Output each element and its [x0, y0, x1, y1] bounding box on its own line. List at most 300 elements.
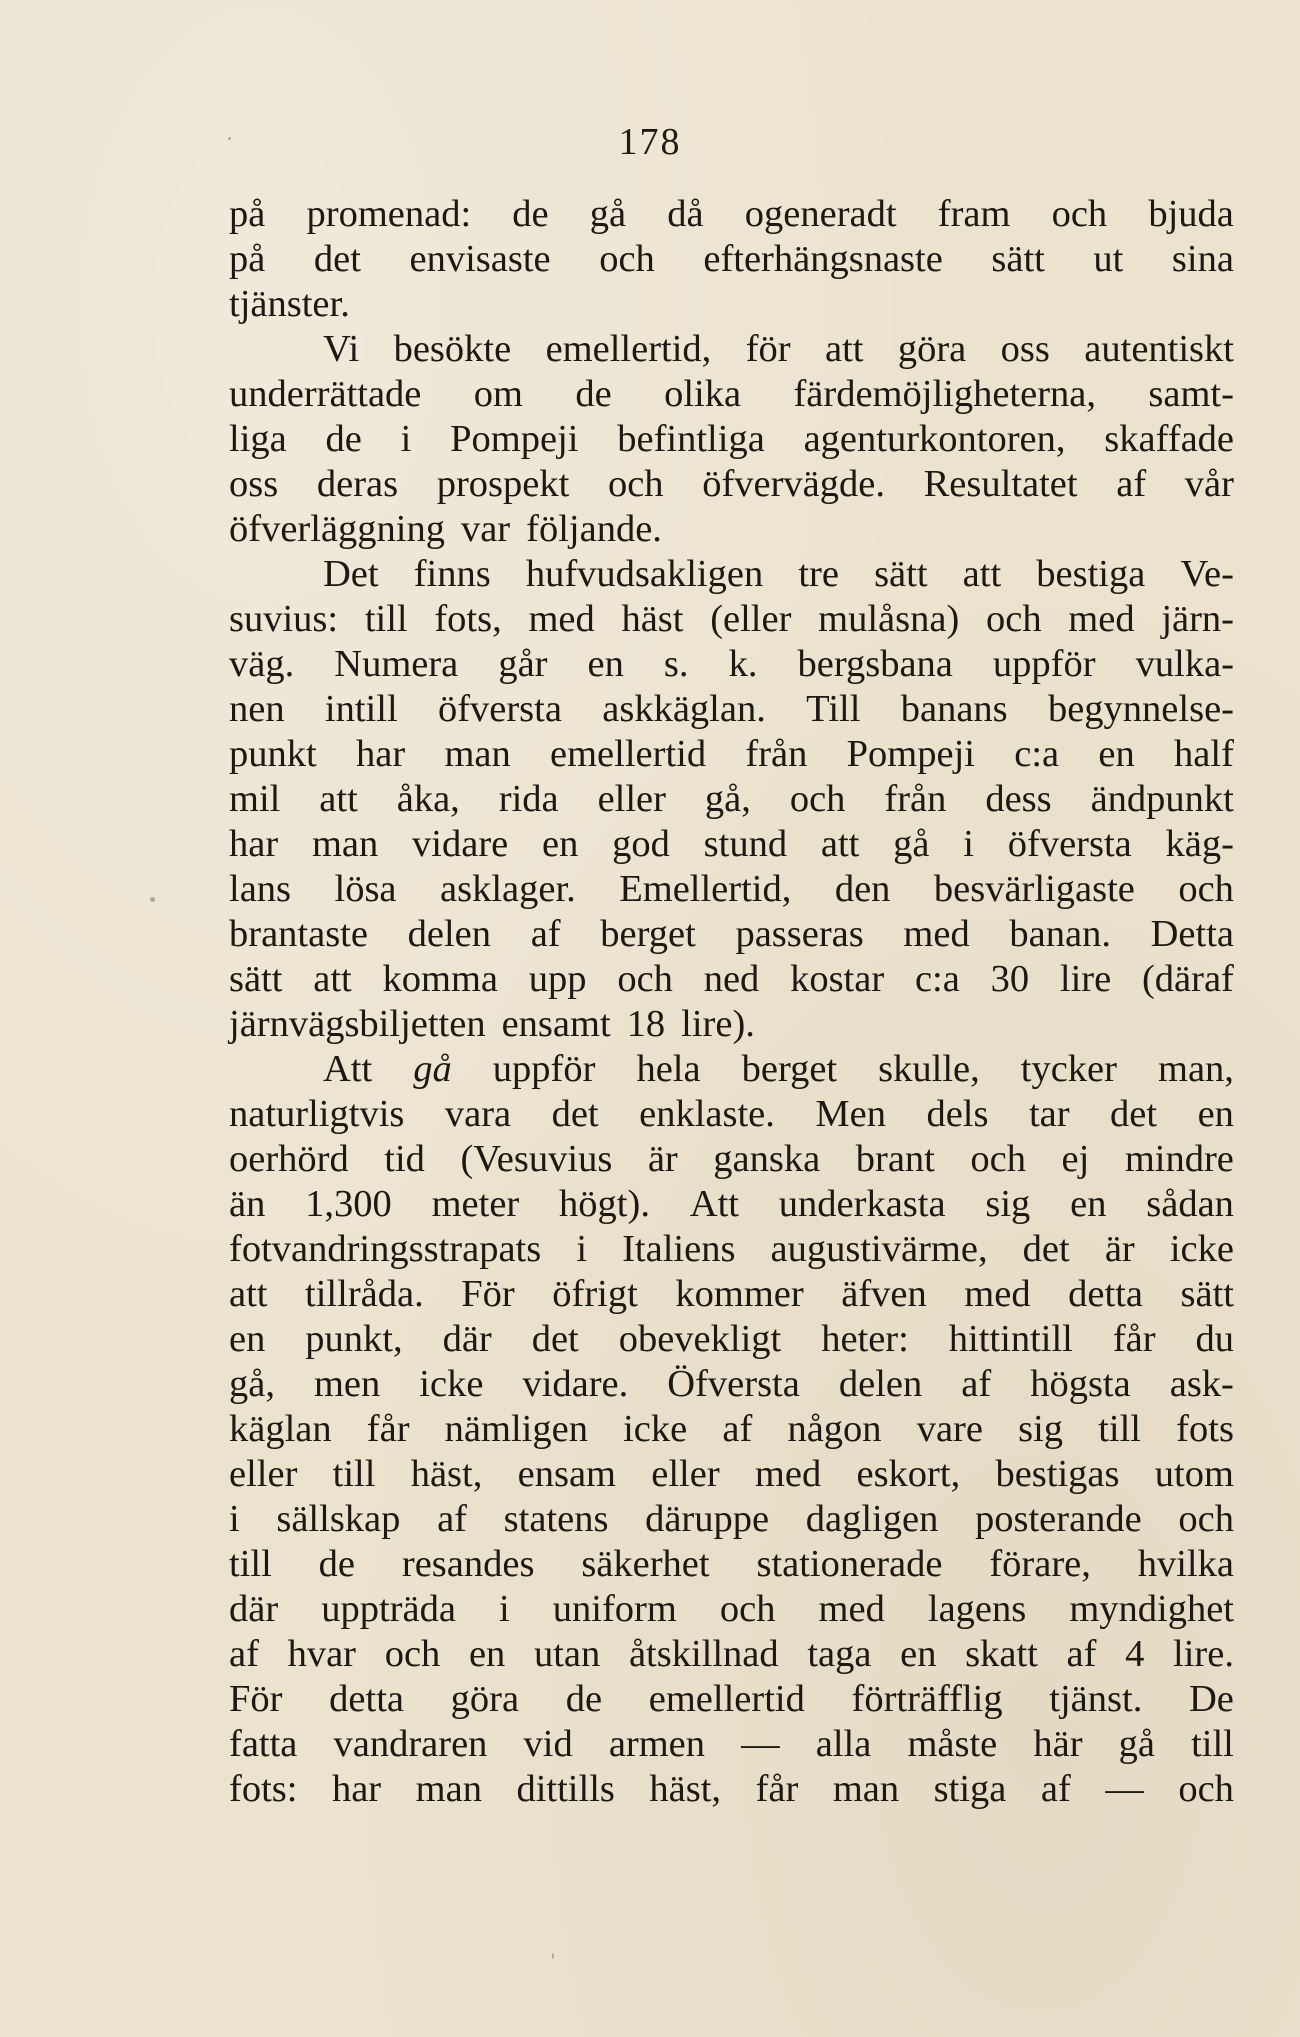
text-line: [229, 1632, 1234, 1677]
text-line: [229, 1722, 1234, 1767]
word: sällskap: [276, 1498, 401, 1540]
word: mindre: [1124, 1138, 1234, 1180]
word: till: [1191, 1723, 1234, 1765]
word: fots:: [229, 1768, 298, 1810]
word: det: [1110, 1093, 1158, 1135]
text-line: [229, 1362, 1234, 1407]
word: samt-: [1148, 373, 1234, 415]
word: förare,: [989, 1543, 1091, 1585]
word: dagligen: [805, 1498, 939, 1540]
word: underrättade: [229, 373, 422, 415]
word: punkt: [229, 733, 317, 775]
word: lösa: [334, 868, 397, 910]
word: de: [318, 1543, 356, 1585]
text-line: [229, 462, 1234, 507]
word: lans: [229, 868, 292, 910]
word: hvilka: [1137, 1543, 1234, 1585]
word: du: [1195, 1318, 1234, 1360]
word: att: [313, 958, 352, 1000]
word: tid: [384, 1138, 425, 1180]
text-line: [229, 732, 1234, 777]
word: prospekt: [436, 463, 570, 505]
word: en: [542, 823, 579, 865]
text-line: [229, 1317, 1234, 1362]
word: på: [229, 238, 266, 280]
word: gå: [893, 823, 930, 865]
word: obevekligt: [618, 1318, 782, 1360]
word: sätt: [1180, 1273, 1234, 1315]
text-line: [229, 1497, 1234, 1542]
word: göra: [450, 1678, 520, 1720]
word: och: [1178, 1768, 1234, 1810]
word: c:a: [1014, 733, 1060, 775]
word: ensam: [517, 1453, 616, 1495]
word: dess: [985, 778, 1052, 820]
word: —: [1105, 1768, 1144, 1810]
word: stiga: [933, 1768, 1007, 1810]
word: besökte: [393, 328, 512, 370]
word: om: [473, 373, 523, 415]
word: vidare: [412, 823, 509, 865]
word: olika: [664, 373, 742, 415]
word: oss: [229, 463, 279, 505]
word: att: [229, 1273, 268, 1315]
word: sig: [1018, 1408, 1064, 1450]
word: järnvägsbiljetten: [229, 1003, 486, 1045]
word: god: [612, 823, 670, 865]
word: man: [415, 1768, 482, 1810]
word: armen: [608, 1723, 706, 1765]
word: Men: [815, 1093, 886, 1135]
word: uppför: [992, 643, 1096, 685]
text-line: [229, 597, 1234, 642]
word: Emellertid,: [619, 868, 792, 910]
word: bergsbana: [797, 643, 953, 685]
word: rida: [498, 778, 559, 820]
text-line: [229, 1407, 1234, 1452]
word: tycker: [1020, 1048, 1117, 1090]
word: posterande: [974, 1498, 1142, 1540]
word: måste: [907, 1723, 998, 1765]
word: har: [229, 823, 279, 865]
word: förträfflig: [851, 1678, 1003, 1720]
word: liga: [229, 418, 287, 460]
word: i: [576, 1228, 588, 1270]
text-line: [229, 372, 1234, 417]
word: af: [722, 1408, 753, 1450]
word: man,: [1158, 1048, 1234, 1090]
word: att: [824, 328, 864, 370]
word: Pompeji: [450, 418, 579, 460]
word: af: [1116, 463, 1147, 505]
word: —: [741, 1723, 780, 1765]
word: s.: [663, 643, 689, 685]
word: den: [834, 868, 891, 910]
word: vid: [523, 1723, 573, 1765]
word: Resultatet: [923, 463, 1078, 505]
word: det: [531, 1318, 579, 1360]
text-line: [229, 1137, 1234, 1182]
word: sätt: [229, 958, 283, 1000]
word: här: [1033, 1723, 1083, 1765]
paper-speck: [552, 1953, 554, 1959]
word: man: [832, 1768, 900, 1810]
text-line: [229, 507, 1234, 552]
word: banans: [900, 688, 1008, 730]
page-number: 178: [618, 121, 682, 163]
word: uppför: [492, 1048, 596, 1090]
word: ej: [1061, 1138, 1090, 1180]
word: statens: [503, 1498, 609, 1540]
word: nämligen: [444, 1408, 588, 1450]
word: emellertid: [550, 733, 707, 775]
word: brant: [855, 1138, 935, 1180]
word: myndighet: [1069, 1588, 1234, 1630]
word: med: [754, 1453, 822, 1495]
word: besvärligaste: [933, 868, 1135, 910]
word: berget: [741, 1048, 838, 1090]
word: åtskillnad: [628, 1633, 779, 1675]
word: fots: [1176, 1408, 1234, 1450]
word: järn-: [1161, 598, 1234, 640]
word: lire: [1059, 958, 1112, 1000]
word: med: [818, 1588, 885, 1630]
word: och: [617, 958, 673, 1000]
word: hufvudsakligen: [525, 553, 764, 595]
word: är: [1104, 1228, 1135, 1270]
word: fram: [937, 193, 1011, 235]
word: delen: [838, 1363, 923, 1405]
word: de: [575, 373, 612, 415]
word: det: [551, 1093, 599, 1135]
word: de: [325, 418, 362, 460]
word: fotvandringsstrapats: [229, 1228, 542, 1270]
word: öfrigt: [552, 1273, 638, 1315]
word: vår: [1184, 463, 1234, 505]
word: en: [1070, 1183, 1107, 1225]
text-line: [229, 327, 1234, 372]
word: asklager.: [440, 868, 576, 910]
word: käglan: [229, 1408, 332, 1450]
word: mil: [229, 778, 281, 820]
word: att: [820, 823, 860, 865]
word: sätt: [991, 238, 1045, 280]
word: med: [964, 1273, 1031, 1315]
word: en: [229, 1318, 266, 1360]
word: alla: [815, 1723, 872, 1765]
word: bestigas: [995, 1453, 1120, 1495]
word: åka,: [396, 778, 460, 820]
word: af: [530, 913, 561, 955]
word: De: [1189, 1678, 1234, 1720]
word: någon: [787, 1408, 882, 1450]
word: finns: [413, 553, 491, 595]
word: att: [962, 553, 1002, 595]
word: För: [461, 1273, 515, 1315]
word: skaffade: [1104, 418, 1234, 460]
word: heter:: [821, 1318, 909, 1360]
word: dittills: [516, 1768, 615, 1810]
word: autentiskt: [1084, 328, 1234, 370]
word: icke: [1169, 1228, 1234, 1270]
text-line: [229, 822, 1234, 867]
word: bestiga: [1036, 553, 1146, 595]
word: ned: [703, 958, 760, 1000]
word: har: [331, 1768, 382, 1810]
word: För: [229, 1678, 283, 1720]
word: och: [607, 463, 664, 505]
word: säkerhet: [581, 1543, 710, 1585]
word: ask-: [1169, 1363, 1234, 1405]
text-line: [229, 1542, 1234, 1587]
word: med: [528, 598, 595, 640]
word: en: [900, 1633, 937, 1675]
word: öfversta: [1007, 823, 1132, 865]
text-line: [229, 1047, 1234, 1092]
word: göra: [897, 328, 967, 370]
word: sina: [1171, 238, 1234, 280]
word: ganska: [713, 1138, 821, 1180]
word: efterhängsnaste: [703, 238, 943, 280]
word: käg-: [1165, 823, 1234, 865]
word: detta: [329, 1678, 404, 1720]
text-line: [229, 1227, 1234, 1272]
word: banan.: [1009, 913, 1111, 955]
word: icke: [419, 1363, 484, 1405]
word: af: [437, 1498, 467, 1540]
word: man: [311, 823, 379, 865]
word: augustivärme,: [770, 1228, 988, 1270]
word: Att: [689, 1183, 739, 1225]
word: de: [565, 1678, 603, 1720]
text-line: [229, 867, 1234, 912]
word: högsta: [1030, 1363, 1131, 1405]
word: och: [1178, 868, 1234, 910]
word: på: [229, 193, 266, 235]
word: gå,: [229, 1363, 275, 1405]
word: af: [961, 1363, 992, 1405]
word: af: [229, 1633, 259, 1675]
word: äfven: [841, 1273, 927, 1315]
word: till: [332, 1453, 376, 1495]
text-line: [229, 282, 1234, 327]
word: öfvervägde.: [702, 463, 885, 505]
word: emellertid: [648, 1678, 805, 1720]
word: Numera: [334, 643, 459, 685]
word: 4: [1125, 1633, 1145, 1675]
word: till: [364, 598, 408, 640]
word: berget: [600, 913, 696, 955]
word: promenad:: [306, 193, 472, 235]
word: kommer: [675, 1273, 804, 1315]
word: där: [442, 1318, 492, 1360]
word: däruppe: [645, 1498, 770, 1540]
word: en: [1197, 1093, 1234, 1135]
word: tre: [798, 553, 839, 595]
text-line: [229, 957, 1234, 1002]
word: och: [719, 1588, 776, 1630]
text-line: [229, 1587, 1234, 1632]
word: Pompeji: [846, 733, 975, 775]
word: från: [745, 733, 808, 775]
word: häst,: [649, 1768, 722, 1810]
word: detta: [1068, 1273, 1143, 1315]
word: Detta: [1150, 913, 1234, 955]
word: (däraf: [1141, 958, 1234, 1000]
word: vulka-: [1135, 643, 1234, 685]
word: där: [229, 1588, 279, 1630]
word: Ve-: [1180, 553, 1234, 595]
word: oerhörd: [229, 1138, 349, 1180]
word: ut: [1093, 238, 1124, 280]
word: då: [667, 193, 704, 235]
word: kostar: [790, 958, 885, 1000]
word: för: [745, 328, 791, 370]
word: gå: [589, 193, 627, 235]
word: går: [498, 643, 548, 685]
word: komma: [382, 958, 498, 1000]
word: tillråda.: [305, 1273, 424, 1315]
word: är: [647, 1138, 678, 1180]
word: (eller: [710, 598, 792, 640]
word: de: [512, 193, 549, 235]
word: man: [444, 733, 511, 775]
word: taga: [807, 1633, 872, 1675]
word: stationerade: [756, 1543, 943, 1585]
word: half: [1174, 733, 1234, 775]
word: af: [1040, 1768, 1071, 1810]
word: fatta: [229, 1723, 298, 1765]
word: gå,: [704, 778, 751, 820]
word: var: [460, 508, 511, 550]
text-line: [229, 417, 1234, 462]
word: och: [1051, 193, 1108, 235]
word: och: [384, 1633, 441, 1675]
word: (Vesuvius: [460, 1138, 613, 1180]
word: naturligtvis: [229, 1093, 405, 1135]
word: Öfversta: [667, 1363, 800, 1405]
word: bjuda: [1148, 193, 1234, 235]
word: underkasta: [778, 1183, 946, 1225]
word: i: [499, 1588, 510, 1630]
word: eller: [229, 1453, 298, 1495]
text-line: [229, 1002, 1234, 1047]
word: till: [229, 1543, 272, 1585]
word: i: [229, 1498, 240, 1540]
paper-speck: [228, 137, 231, 140]
word: högt).: [559, 1183, 650, 1225]
word: tar: [1028, 1093, 1070, 1135]
word: öfverläggning: [229, 508, 445, 550]
word: agenturkontoren,: [803, 418, 1066, 460]
word: det: [1022, 1228, 1070, 1270]
word: från: [884, 778, 947, 820]
word: Italiens: [622, 1228, 736, 1270]
paper-speck: [150, 897, 155, 902]
word: att: [319, 778, 358, 820]
word: dels: [926, 1093, 989, 1135]
word: det: [313, 238, 361, 280]
body-text: [229, 192, 1234, 1812]
word: upp: [528, 958, 587, 1000]
word: uniform: [552, 1588, 677, 1630]
word: begynnelse-: [1047, 688, 1234, 730]
text-line: [229, 1677, 1234, 1722]
text-line: [229, 687, 1234, 732]
word: hvar: [287, 1633, 357, 1675]
word: fots,: [434, 598, 502, 640]
word: nen: [229, 688, 285, 730]
word: delen: [407, 913, 492, 955]
word: hela: [636, 1048, 701, 1090]
word: 30: [990, 958, 1030, 1000]
word: till: [1098, 1408, 1142, 1450]
word: lire).: [681, 1003, 755, 1045]
word: sig: [985, 1183, 1031, 1225]
text-line: [229, 642, 1234, 687]
word: har: [355, 733, 406, 775]
word: i: [400, 418, 412, 460]
word: eller: [597, 778, 666, 820]
word: c:a: [914, 958, 960, 1000]
word: deras: [316, 463, 399, 505]
word: skulle,: [878, 1048, 980, 1090]
word: enklaste.: [639, 1093, 775, 1135]
text-line: [229, 552, 1234, 597]
word: vara: [444, 1093, 512, 1135]
word: och: [985, 598, 1042, 640]
word: af: [1066, 1633, 1097, 1675]
text-line: [229, 777, 1234, 822]
word: stund: [703, 823, 788, 865]
word: med: [903, 913, 970, 955]
word: punkt,: [305, 1318, 403, 1360]
text-line: [229, 912, 1234, 957]
word: häst,: [410, 1453, 483, 1495]
word: en: [468, 1633, 506, 1675]
word: 1,300: [305, 1183, 392, 1225]
word: vandraren: [333, 1723, 488, 1765]
word: och: [1178, 1498, 1234, 1540]
word: och: [789, 778, 846, 820]
word: Att: [323, 1048, 373, 1090]
word: intill: [324, 688, 398, 730]
word: väg.: [229, 643, 295, 685]
word: med: [1068, 598, 1135, 640]
word: utom: [1154, 1453, 1234, 1495]
word: meter: [431, 1183, 520, 1225]
word: Till: [806, 688, 861, 730]
word: ensamt: [501, 1003, 611, 1045]
text-line: [229, 1092, 1234, 1137]
word: askkäglan.: [602, 688, 766, 730]
word: k.: [728, 643, 758, 685]
word: i: [963, 823, 974, 865]
word: vidare.: [522, 1363, 629, 1405]
word: uppträda: [321, 1588, 456, 1630]
word: häst: [621, 598, 684, 640]
word: tjänst.: [1049, 1678, 1143, 1720]
word: färdemöjligheterna,: [793, 373, 1096, 415]
word: utan: [533, 1633, 601, 1675]
word: och: [970, 1138, 1026, 1180]
word: en: [1098, 733, 1135, 775]
word: ogeneradt: [744, 193, 897, 235]
word: skatt: [965, 1633, 1038, 1675]
word: icke: [623, 1408, 688, 1450]
word: mulåsna): [818, 598, 960, 640]
text-line: [229, 1767, 1234, 1812]
